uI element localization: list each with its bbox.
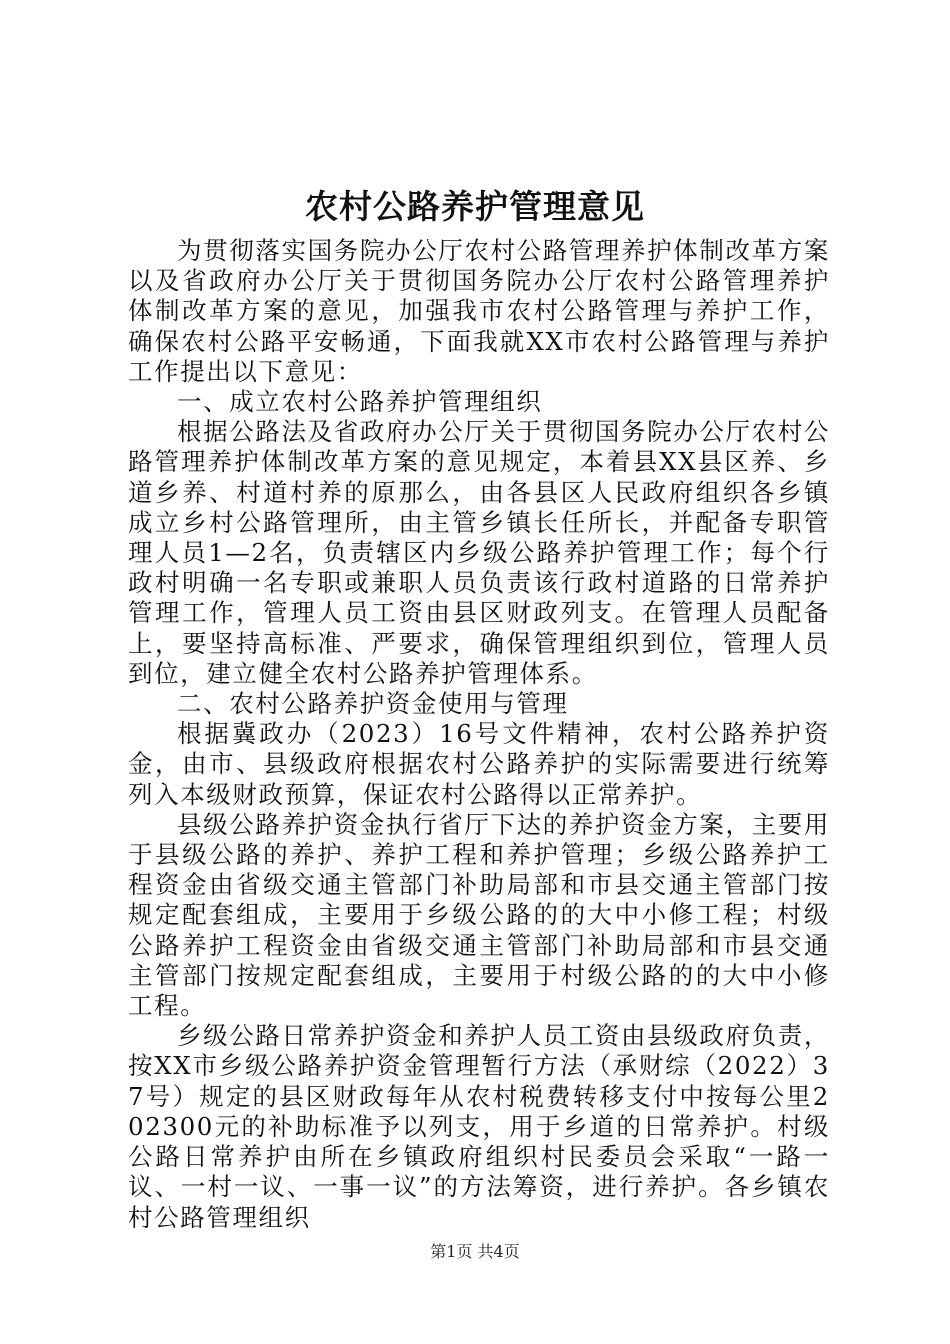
section-2-paragraph-1: 根据冀政办（2023）16号文件精神，农村公路养护资金，由市、县级政府根据农村公路养护的实际需要进行统筹列入本级财政预算，保证农村公路得以正常养护。 [128, 719, 830, 809]
section-2-paragraph-3: 乡级公路日常养护资金和养护人员工资由县级政府负责，按XX市乡级公路养护资金管理暂行方法（承财综（2022）37号）规定的县区财政每年从农村税费转移支付中按每公里202300元的补助标准予以列支，用于乡道的日常养护。村级公路日常养护由所在乡镇政府组织村民委员会采取“一路一议、一村一议、一事一议”的方法筹资，进行养护。各乡镇农村公路管理组织 [128, 1021, 830, 1232]
document-title: 农村公路养护管理意见 [305, 187, 645, 226]
page-number-footer: 第1页 共4页 [430, 1242, 520, 1261]
intro-paragraph: 为贯彻落实国务院办公厅农村公路管理养护体制改革方案以及省政府办公厅关于贯彻国务院办公厅农村公路管理养护体制改革方案的意见，加强我市农村公路管理与养护工作，确保农村公路平安畅通，下面我就XX市农村公路管理与养护工作提出以下意见： [128, 236, 830, 386]
section-1-paragraph: 根据公路法及省政府办公厅关于贯彻国务院办公厅农村公路管理养护体制改革方案的意见规定，本着县XX县区养、乡道乡养、村道村养的原那么，由各县区人民政府组织各乡镇成立乡村公路管理所，由主管乡镇长任所长，并配备专职管理人员1—2名，负责辖区内乡级公路养护管理工作；每个行政村明确一名专职或兼职人员负责该行政村道路的日常养护管理工作，管理人员工资由县区财政列支。在管理人员配备上，要坚持高标准、严要求，确保管理组织到位，管理人员到位，建立健全农村公路养护管理体系。 [128, 417, 830, 688]
section-2-paragraph-2: 县级公路养护资金执行省厅下达的养护资金方案，主要用于县级公路的养护、养护工程和养护管理；乡级公路养护工程资金由省级交通主管部门补助局部和市县交通主管部门按规定配套组成，主要用于乡级公路的的大中小修工程；村级公路养护工程资金由省级交通主管部门补助局部和市县交通主管部门按规定配套组成，主要用于村级公路的的大中小修工程。 [128, 809, 830, 1021]
section-heading-1: 一、成立农村公路养护管理组织 [177, 387, 543, 417]
document-body [128, 236, 830, 1233]
section-heading-2: 二、农村公路养护资金使用与管理 [177, 689, 569, 719]
